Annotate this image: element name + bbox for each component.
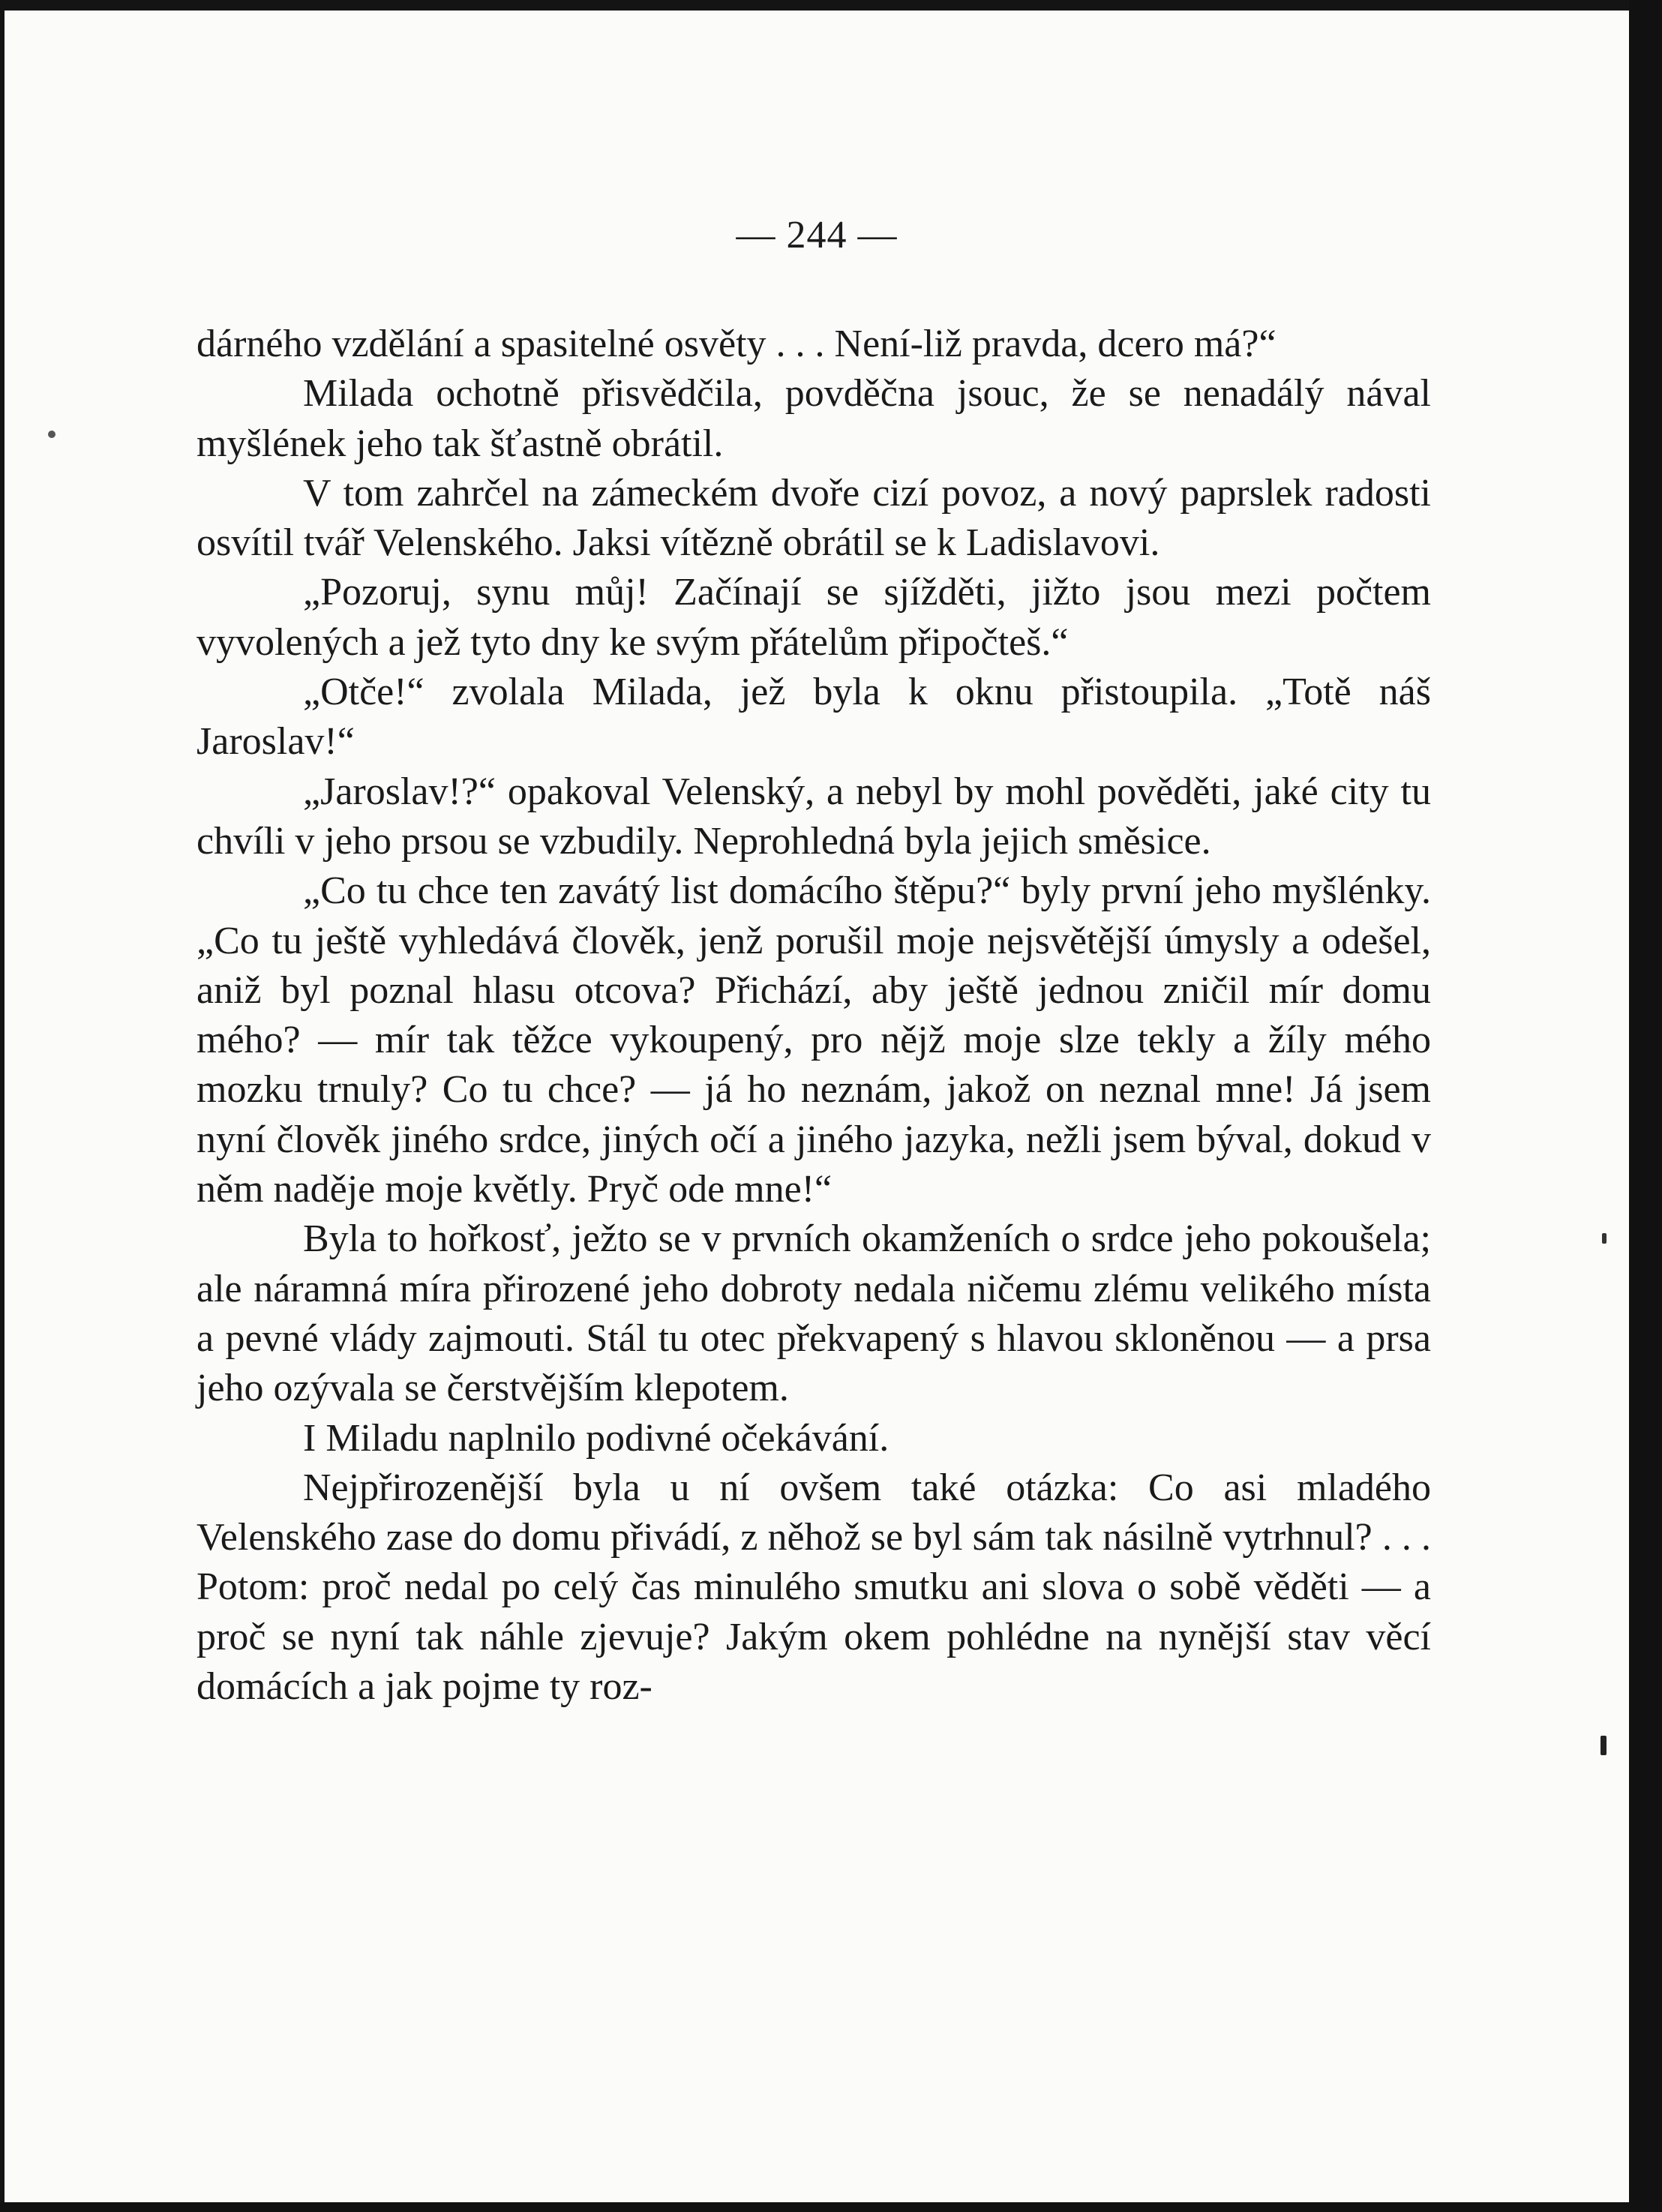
scan-edge-right (1629, 0, 1662, 2212)
scan-speck (48, 431, 56, 438)
paragraph: „Jaroslav!?“ opakoval Velenský, a nebyl by mohl pověděti, jaké city tu chvíli v jeho prsou se vzbudily. Neprohledná byla jejich směsice. (196, 770, 1431, 863)
scan-speck (1602, 1233, 1606, 1244)
scan-edge-bottom (0, 2202, 1662, 2212)
paragraph: „Otče!“ zvolala Milada, jež byla k oknu přistoupila. „Totě náš Jaroslav!“ (196, 671, 1431, 764)
body-text (196, 320, 1431, 1712)
paragraph: „Co tu chce ten zavátý list domácího štěpu?“ byly první jeho myšlénky. „Co tu ještě vyhledává člověk, jenž porušil moje nejsvětější úmysly a odešel, aniž byl poznal hlasu otcova? Přichází, aby ještě jednou zničil mír domu mého? — mír tak těžce vykoupený, pro nějž moje slze tekly a žíly mého mozku trnuly? Co tu chce? — já ho neznám, jakož on neznal mne! Já jsem nyní člověk jiného srdce, jiných očí a jiného jazyka, nežli jsem býval, dokud v něm naděje moje květly. Pryč ode mne!“ (196, 869, 1431, 1211)
paragraph: Byla to hořkosť, ježto se v prvních okamženích o srdce jeho pokoušela; ale náramná míra přirozené jeho dobroty nedala ničemu zlému velikého místa a pevné vlády zajmouti. Stál tu otec překvapený s hlavou skloněnou — a prsa jeho ozývala se čerstvějším klepotem. (196, 1217, 1431, 1410)
scan-speck (1600, 1736, 1606, 1755)
page-number: — 244 — (736, 214, 898, 257)
paragraph: I Miladu naplnilo podivné očekávání. (303, 1416, 890, 1460)
paper-sheet (4, 11, 1629, 2212)
paragraph: „Pozoruj, synu můj! Začínají se sjížděti, jižto jsou mezi počtem vyvolených a jež tyto dny ke svým přátelům připočteš.“ (196, 571, 1431, 664)
paragraph: dárného vzdělání a spasitelné osvěty . . . Není-liž pravda, dcero má?“ (196, 323, 1276, 365)
paragraph: Nejpřirozenější byla u ní ovšem také otázka: Co asi mladého Velenského zase do domu přivádí, z něhož se byl sám tak násilně vytrhnul? . . . Potom: proč nedal po celý čas minulého smutku ani slova o sobě věděti — a proč se nyní tak náhle zjevuje? Jakým okem pohlédne na nynější stav věcí domácích a jak pojme ty roz- (196, 1466, 1431, 1709)
paragraph: V tom zahrčel na zámeckém dvoře cizí povoz, a nový paprslek radosti osvítil tvář Velenského. Jaksi vítězně obrátil se k Ladislavovi. (196, 471, 1431, 565)
paragraph: Milada ochotně přisvědčila, povděčna jsouc, že se nenadálý nával myšlének jeho tak šťastně obrátil. (196, 372, 1431, 465)
